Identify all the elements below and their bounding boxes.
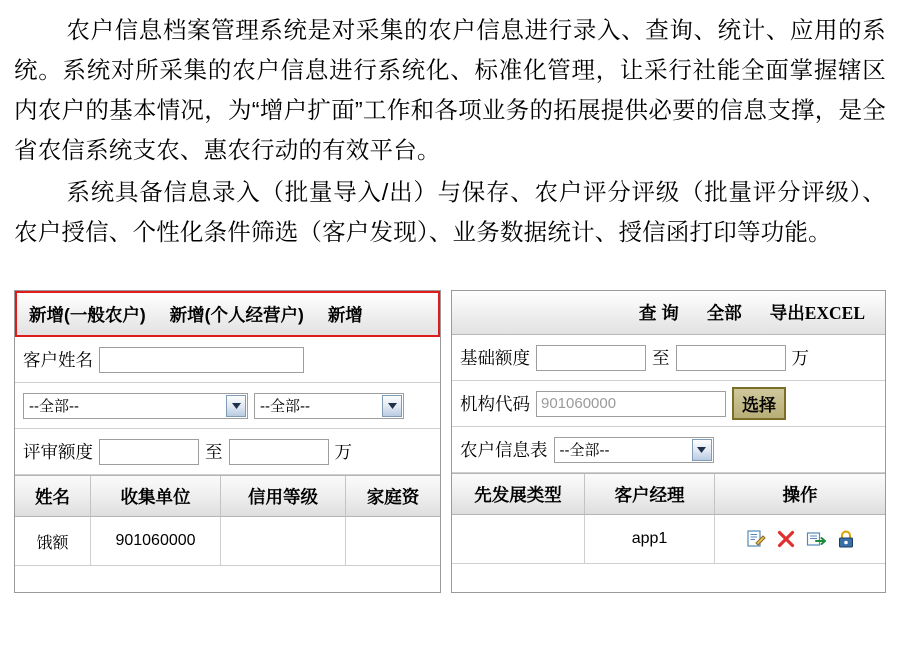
filter-selects-row [15,383,440,429]
base-limit-to-input[interactable] [676,345,786,371]
column-header-family-assets[interactable]: 家庭资 [366,486,420,507]
filter-select-1-value: --全部-- [29,398,79,415]
add-button[interactable]: 新增 [327,304,363,325]
chevron-down-icon[interactable] [226,395,246,417]
cell-family-assets [346,517,440,565]
export-excel-button[interactable] [756,300,879,325]
farmer-table-label: 农户信息表 [460,440,548,460]
export-excel-suffix: EXCEL [804,303,865,323]
review-amount-unit-label: 万 [334,442,352,462]
paragraph-2-text: 系统具备信息录入（批量导入/出）与保存、农户评分评级（批量评分评级）、农户授信、个性化条件筛选（客户发现）、业务数据统计、授信函打印等功能。 [14,179,886,245]
chevron-down-icon[interactable] [382,395,402,417]
table-row[interactable] [15,517,440,566]
export-icon[interactable] [806,529,826,549]
base-limit-label: 基础额度 [460,348,530,368]
left-table-header [15,475,440,517]
review-amount-label: 评审额度 [23,442,93,462]
left-toolbar [15,291,440,337]
cell-development-type [452,515,585,563]
base-limit-from-input[interactable] [536,345,646,371]
review-amount-to-input[interactable] [229,439,329,465]
cell-name: 饿额 [15,517,91,565]
cell-operations [715,515,885,563]
paragraph-2 [14,172,886,252]
filter-select-1[interactable] [23,393,248,419]
column-header-account-manager[interactable]: 客户经理 [585,474,715,514]
base-limit-unit-label: 万 [791,348,809,368]
row-actions [746,529,855,549]
filter-select-2[interactable] [254,393,404,419]
column-header-development-type[interactable]: 先发展类型 [452,474,585,514]
review-amount-from-input[interactable] [99,439,199,465]
filter-select-2-value: --全部-- [260,398,310,415]
cell-collect-unit: 901060000 [91,517,221,565]
farmer-table-select[interactable] [554,437,714,463]
paragraph-1-text: 农户信息档案管理系统是对采集的农户信息进行录入、查询、统计、应用的系统。系统对所采集的农户信息进行系统化、标准化管理，让采行社能全面掌握辖区内农户的基本情况，为“增户扩面”工作和各项业务的拓展提供必要的信息支撑，是全省农信系统支农、惠农行动的有效平台。 [14,17,886,163]
customer-name-row [15,337,440,383]
base-limit-row [452,335,885,381]
right-toolbar [452,291,885,335]
farmer-table-row [452,427,885,473]
left-app-panel [14,290,441,593]
org-code-label: 机构代码 [460,394,530,414]
column-header-operations[interactable]: 操作 [782,484,818,505]
cell-credit-level [221,517,346,565]
all-button[interactable]: 全部 [706,303,742,323]
column-header-name[interactable]: 姓名 [15,476,91,516]
farmer-table-select-value: --全部-- [559,442,610,459]
right-app-panel [451,290,886,593]
query-button[interactable]: 查 询 [638,303,679,323]
add-individual-business-button[interactable]: 新增(个人经营户) [169,304,304,325]
cell-account-manager: app1 [585,515,715,563]
paragraph-1 [14,10,886,170]
document-text [0,0,900,252]
column-header-credit-level[interactable]: 信用等级 [221,476,346,516]
table-row[interactable] [452,515,885,564]
customer-name-input[interactable] [99,347,304,373]
screenshot-panels [14,290,886,595]
org-code-select-button[interactable]: 选择 [732,387,786,420]
export-excel-label: 导出 [769,303,805,323]
chevron-down-icon[interactable] [692,439,712,461]
edit-icon[interactable] [746,529,766,549]
org-code-row [452,381,885,427]
customer-name-label: 客户姓名 [23,350,93,370]
delete-icon[interactable] [777,530,795,548]
review-amount-row [15,429,440,475]
add-general-farmer-button[interactable]: 新增(一般农户) [29,304,146,325]
review-amount-between-label: 至 [205,442,223,462]
base-limit-between-label: 至 [652,348,670,368]
right-table-header [452,473,885,515]
column-header-collect-unit[interactable]: 收集单位 [91,476,221,516]
org-code-input[interactable] [536,391,726,417]
lock-icon[interactable] [837,529,855,549]
